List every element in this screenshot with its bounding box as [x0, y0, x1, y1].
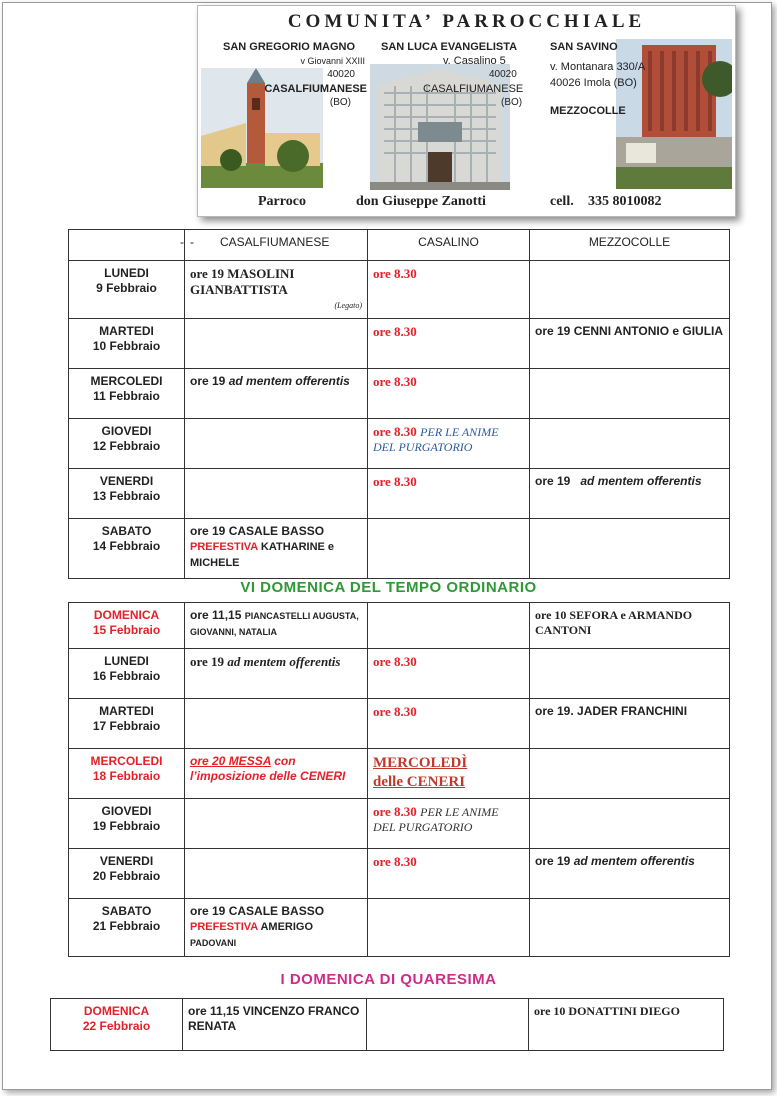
mass-time: ore 19 [190, 654, 228, 669]
column-header-casalfiumanese: - CASALFIUMANESE [185, 230, 368, 261]
mass-time: ore 19 [535, 474, 581, 488]
mass-text: ore 19 MASOLINI GIANBATTISTA [190, 266, 295, 297]
mass-intention-cont: PADOVANI [190, 938, 237, 948]
column-header-casalino: CASALINO [368, 230, 530, 261]
day-name: MERCOLEDI [90, 754, 163, 768]
mezzocolle-cell [530, 519, 730, 579]
parroco-line [198, 194, 735, 214]
day-cell [69, 319, 185, 369]
mass-text: ore 8.30 [373, 266, 417, 281]
prefestiva-label: PREFESTIVA [190, 541, 258, 553]
day-cell [69, 649, 185, 699]
parish-san-savino [550, 40, 670, 118]
parish-address: v Giovanni XXIII [300, 56, 365, 66]
casalfiumanese-cell [185, 649, 368, 699]
mezzocolle-cell [530, 419, 730, 469]
parish-town: CASALFIUMANESE [423, 83, 524, 95]
parish-name: SAN SAVINO [550, 41, 618, 53]
day-name: DOMENICA [93, 608, 160, 622]
day-name: GIOVEDI [101, 424, 152, 438]
mass-text: ore 19 CENNI ANTONIO e GIULIA [535, 324, 724, 338]
day-name: MARTEDI [99, 324, 154, 338]
day-date: 22 Febbraio [82, 1019, 151, 1033]
mass-time: ore 19 [190, 374, 229, 388]
day-date: 15 Febbraio [92, 623, 161, 637]
parish-province: (BO) [329, 97, 351, 108]
mass-intention: ad mentem offerentis [228, 374, 350, 388]
table-row [69, 899, 730, 957]
parish-san-gregorio [223, 40, 373, 110]
day-cell [69, 699, 185, 749]
day-name: LUNEDI [104, 266, 149, 280]
parish-locality: MEZZOCOLLE [550, 105, 626, 117]
mass-time: ore 19 [535, 854, 574, 868]
casalfiumanese-cell [185, 899, 368, 957]
mezzocolle-cell [530, 749, 730, 799]
day-name: GIOVEDI [101, 804, 152, 818]
day-date: 16 Febbraio [92, 669, 161, 683]
mass-text: ore 10 DONATTINI DIEGO [534, 1004, 680, 1018]
parish-name: SAN LUCA EVANGELISTA [381, 41, 518, 53]
casalfiumanese-cell [185, 369, 368, 419]
casalfiumanese-cell [185, 469, 368, 519]
day-cell [69, 749, 185, 799]
day-date: 19 Febbraio [92, 819, 161, 833]
table-row [69, 649, 730, 699]
day-date: 10 Febbraio [92, 339, 161, 353]
table-row [69, 799, 730, 849]
column-header-day: - [69, 230, 185, 261]
casalino-cell [368, 469, 530, 519]
ash-wednesday-line2: delle CENERI [373, 774, 466, 790]
parish-zip: 40020 [327, 69, 355, 80]
casalino-cell [368, 649, 530, 699]
parroco-label: Parroco [258, 194, 306, 209]
day-date: 14 Febbraio [92, 539, 161, 553]
mass-text: ore 8.30 [373, 704, 417, 719]
mass-text: ore 8.30 [373, 424, 417, 439]
mass-time: ore 11,15 [190, 608, 245, 622]
day-date: 11 Febbraio [93, 389, 160, 403]
column-header-mezzocolle: MEZZOCOLLE [530, 230, 730, 261]
mezzocolle-cell [530, 261, 730, 319]
parish-name: SAN GREGORIO MAGNO [223, 41, 356, 53]
table-row [69, 419, 730, 469]
day-name: MERCOLEDI [90, 374, 163, 388]
day-name: MARTEDI [99, 704, 154, 718]
casalino-cell [368, 319, 530, 369]
mezzocolle-cell [530, 603, 730, 649]
casalfiumanese-cell [185, 319, 368, 369]
table-row [69, 261, 730, 319]
mass-intention: ad mentem offerentis [573, 854, 695, 868]
mezzocolle-cell [530, 469, 730, 519]
mass-text: ore 8.30 [373, 654, 417, 669]
casalfiumanese-cell [185, 603, 368, 649]
mass-text: ore 10 SEFORA e ARMANDO CANTONI [535, 608, 693, 637]
table-header-row [69, 230, 730, 261]
parish-address: v. Casalino 5 [443, 55, 506, 67]
mass-text: ore 11,15 VINCENZO FRANCO RENATA [188, 1004, 360, 1033]
header-title: COMUNITA’ PARROCCHIALE [287, 11, 646, 32]
parish-town: CASALFIUMANESE [264, 83, 367, 95]
mass-intention: PER LE ANIME DEL PURGATORIO [373, 805, 499, 834]
casalino-cell [368, 699, 530, 749]
parroco-name: don Giuseppe Zanotti [356, 194, 486, 209]
casalino-cell [367, 999, 529, 1051]
mezzocolle-cell [530, 319, 730, 369]
day-name: SABATO [101, 904, 152, 918]
mass-intention: ad mentem offerentis [227, 654, 341, 669]
day-date: 18 Febbraio [92, 769, 161, 783]
sunday-title-vi-domenica: VI DOMENICA DEL TEMPO ORDINARIO [240, 579, 537, 596]
casalino-cell [368, 749, 530, 799]
parish-zip: 40020 [489, 69, 517, 80]
parish-province: (BO) [501, 97, 523, 108]
mass-note: (Legato) [334, 301, 362, 310]
table-row [69, 603, 730, 649]
table-row [69, 369, 730, 419]
mass-intention: ad mentem offerentis [580, 474, 702, 488]
mass-intention: PIANCASTELLI AUGUSTA, GIOVANNI, NATALIA [190, 611, 359, 637]
mezzocolle-cell [530, 899, 730, 957]
day-name: VENERDI [99, 474, 154, 488]
casalfiumanese-cell [185, 261, 368, 319]
parish-header-card [197, 5, 736, 217]
day-date: 12 Febbraio [92, 439, 161, 453]
mass-text: ore 19. JADER FRANCHINI [535, 704, 688, 718]
casalfiumanese-cell [185, 799, 368, 849]
mass-text: ore 8.30 [373, 374, 417, 389]
table-row [69, 849, 730, 899]
schedule-table-week1 [68, 229, 730, 579]
day-cell [69, 603, 185, 649]
column-label: CASALFIUMANESE [220, 235, 330, 249]
casalino-cell [368, 519, 530, 579]
mass-intention: AMERIGO [257, 921, 314, 933]
day-cell [69, 849, 185, 899]
mass-text: ore 19 CASALE BASSO [190, 904, 325, 918]
casalino-cell [368, 419, 530, 469]
casalino-cell [368, 799, 530, 849]
mezzocolle-cell [530, 699, 730, 749]
mass-text: ore 8.30 [373, 854, 417, 869]
parish-address: v. Montanara 330/A [550, 61, 646, 73]
casalino-cell [368, 849, 530, 899]
day-cell [69, 519, 185, 579]
day-date: 13 Febbraio [92, 489, 161, 503]
mezzocolle-cell [530, 799, 730, 849]
mass-text: ore 8.30 [373, 324, 417, 339]
parish-town: 40026 Imola (BO) [550, 77, 637, 89]
table-row [69, 519, 730, 579]
cell-number: 335 8010082 [588, 194, 662, 209]
mass-intention: con l’imposizione delle CENERI [190, 754, 346, 783]
casalfiumanese-cell [183, 999, 367, 1051]
mass-time: ore 20 MESSA [190, 754, 271, 768]
day-name: DOMENICA [83, 1004, 150, 1018]
day-cell [51, 999, 183, 1051]
parish-san-luca [381, 40, 531, 110]
day-date: 17 Febbraio [92, 719, 161, 733]
mezzocolle-cell [529, 999, 724, 1051]
table-row [69, 749, 730, 799]
mezzocolle-cell [530, 849, 730, 899]
day-name: SABATO [101, 524, 152, 538]
mass-text: ore 19 CASALE BASSO [190, 524, 325, 538]
casalino-cell [368, 261, 530, 319]
casalino-cell [368, 603, 530, 649]
day-date: 21 Febbraio [92, 919, 161, 933]
day-cell [69, 899, 185, 957]
mass-intention: KATHARINE e MICHELE [190, 541, 335, 569]
cell-label: cell. [550, 194, 574, 209]
casalino-cell [368, 369, 530, 419]
mass-text: ore 8.30 [373, 804, 417, 819]
day-name: VENERDI [99, 854, 154, 868]
sunday-title-i-quaresima: I DOMENICA DI QUARESIMA [280, 971, 497, 988]
prefestiva-label: PREFESTIVA [190, 921, 258, 933]
table-row [51, 999, 724, 1051]
casalfiumanese-cell [185, 519, 368, 579]
day-name: LUNEDI [104, 654, 149, 668]
day-date: 20 Febbraio [92, 869, 161, 883]
day-date: 9 Febbraio [96, 281, 157, 295]
day-cell [69, 469, 185, 519]
table-row [69, 319, 730, 369]
mezzocolle-cell [530, 369, 730, 419]
schedule-table-week2 [68, 602, 730, 957]
casalino-cell [368, 899, 530, 957]
mass-intention: PER LE ANIME DEL PURGATORIO [373, 425, 499, 454]
schedule-table-week3 [50, 998, 724, 1051]
casalfiumanese-cell [185, 849, 368, 899]
ash-wednesday-line1: MERCOLEDÌ [373, 755, 468, 771]
day-cell [69, 799, 185, 849]
day-cell [69, 261, 185, 319]
mezzocolle-cell [530, 649, 730, 699]
casalfiumanese-cell [185, 419, 368, 469]
table-row [69, 469, 730, 519]
casalfiumanese-cell [185, 699, 368, 749]
day-cell [69, 369, 185, 419]
casalfiumanese-cell [185, 749, 368, 799]
day-cell [69, 419, 185, 469]
mass-text: ore 8.30 [373, 474, 417, 489]
table-row [69, 699, 730, 749]
